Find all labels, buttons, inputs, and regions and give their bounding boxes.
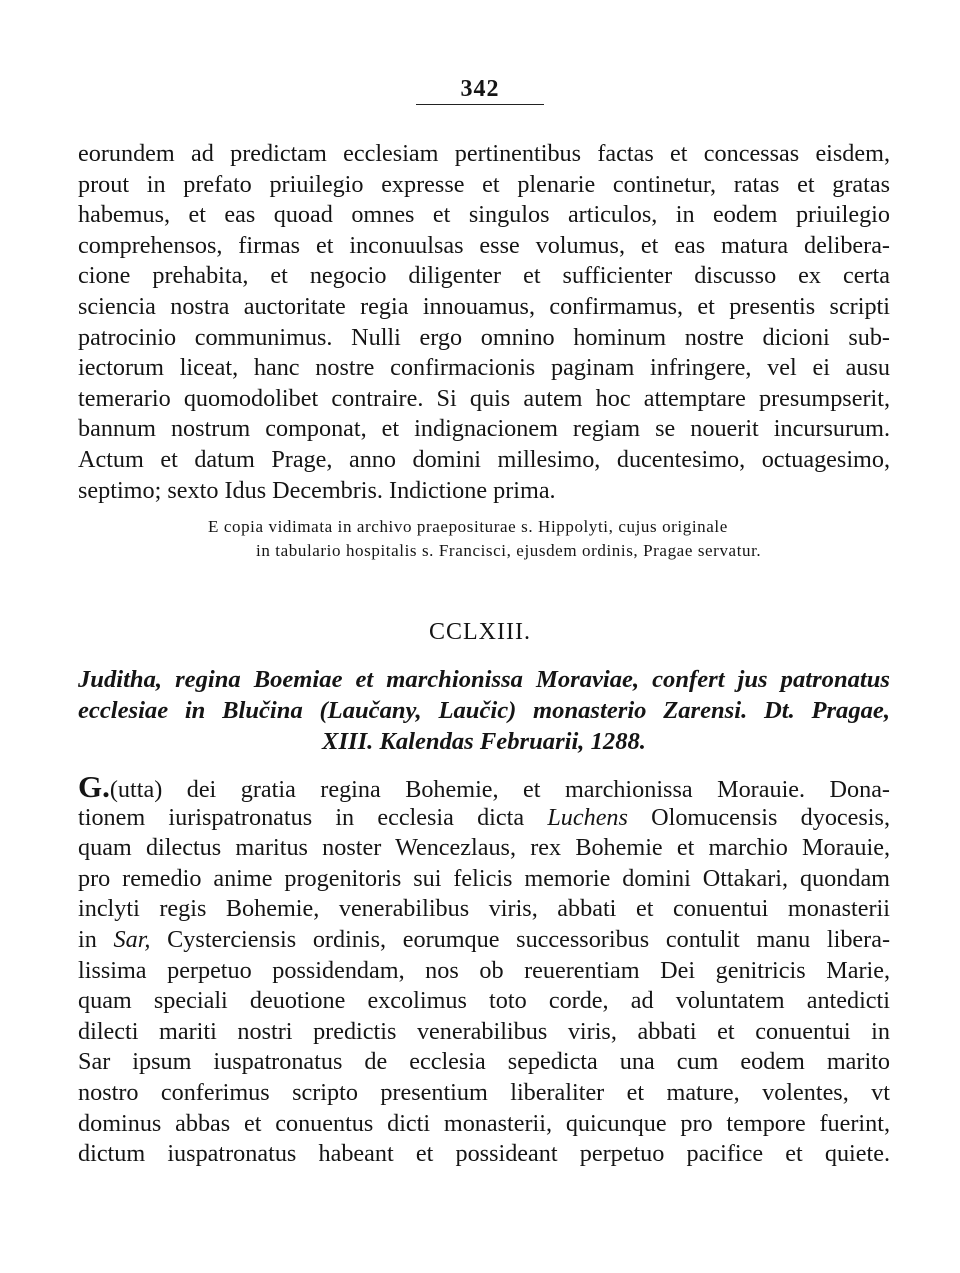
regest-line: ecclesiae in Blučina (Laučany, Laučic) monasterio Zarensi. Dt. Pragae,	[78, 697, 890, 724]
text-line: comprehensos, firmas et inconuulsas esse volumus, et eas matura delibera-	[78, 231, 890, 259]
regest-summary	[78, 664, 890, 757]
text-line: eorundem ad predictam ecclesiam pertinentibus factas et concessas eisdem,	[78, 140, 890, 167]
place-name: Sar,	[113, 925, 151, 953]
text-line: iectorum liceat, hanc nostre confirmacionis paginam infringere, vel ei ausu	[78, 354, 890, 382]
text-line: dominus abbas et conuentus dicti monasterii, quicunque pro tempore fuerint,	[78, 1109, 890, 1137]
text-line: quam speciali deuotione excolimus toto corde, ad voluntatem antedicti	[78, 987, 890, 1015]
text-line: Actum et datum Prage, anno domini millesimo, ducentesimo, octuagesimo,	[78, 445, 890, 473]
place-name: Luchens	[547, 803, 628, 831]
text-segment: (utta) dei gratia regina Bohemie, et marchionissa Morauie. Dona-	[109, 776, 890, 803]
text-line: septimo; sexto Idus Decembris. Indictione prima.	[78, 476, 556, 504]
text-line: bannum nostrum componat, et indignacionem regiam se nouerit incursurum.	[78, 415, 890, 443]
source-note-line: E copia vidimata in archivo praepositurae s. Hippolyti, cujus originale	[208, 517, 728, 536]
charter-text-continued	[78, 139, 890, 506]
text-line: prout in prefato priuilegio expresse et plenarie continetur, ratas et gratas	[78, 170, 890, 198]
text-line: dilecti mariti nostri predictis venerabilibus viris, abbati et conuentui in	[78, 1017, 890, 1045]
text-segment: tionem iurispatronatus in ecclesia dicta	[78, 803, 548, 831]
header-rule	[416, 104, 544, 105]
text-segment: Olomucensis dyocesis,	[627, 803, 890, 831]
text-line: Sar ipsum iuspatronatus de ecclesia sepedicta una cum eodem marito	[78, 1048, 890, 1076]
text-line: lissima perpetuo possidendam, nos ob reuerentiam Dei genitricis Marie,	[78, 956, 890, 984]
document-number: CCLXIII.	[429, 619, 531, 645]
text-line: nostro conferimus scripto presentium liberaliter et mature, volentes, vt	[78, 1078, 890, 1106]
text-line	[78, 925, 890, 956]
charter-text	[78, 769, 890, 1170]
text-line: dictum iuspatronatus habeant et possideant perpetuo pacifice et quiete.	[78, 1140, 890, 1168]
text-segment: in	[78, 925, 114, 953]
text-line: habemus, et eas quoad omnes et singulos articulos, in eodem priuilegio	[78, 201, 890, 229]
text-segment: Cysterciensis ordinis, eorumque successoribus contulit manu libera-	[150, 925, 890, 953]
source-note-line: in tabulario hospitalis s. Francisci, ejusdem ordinis, Pragae servatur.	[256, 541, 762, 560]
text-line: sciencia nostra auctoritate regia innouamus, confirmamus, et presentis scripti	[78, 292, 890, 320]
text-line: patrocinio communimus. Nulli ergo omnino hominum nostre dicioni sub-	[78, 323, 890, 351]
text-line: cione prehabita, et negocio diligenter et sufficienter discusso ex certa	[78, 262, 890, 290]
text-line-first	[78, 769, 890, 804]
regest-line: XIII. Kalendas Februarii, 1288.	[322, 728, 646, 755]
text-line: pro remedio anime progenitoris sui felicis memorie domini Ottakari, quondam	[78, 864, 890, 892]
text-line: temerario quomodolibet contraire. Si quis autem hoc attemptare presumpserit,	[78, 384, 890, 412]
text-line: inclyti regis Bohemie, venerabilibus viris, abbati et conuentui monasterii	[78, 895, 890, 923]
initial-letter: G.	[78, 769, 110, 804]
text-line	[78, 803, 890, 834]
page-number: 342	[460, 76, 500, 102]
regest-line: Juditha, regina Boemiae et marchionissa Moraviae, confert jus patronatus	[78, 666, 890, 693]
source-note	[208, 515, 894, 563]
text-line: quam dilectus maritus noster Wencezlaus, rex Bohemie et marchio Morauie,	[78, 834, 890, 862]
